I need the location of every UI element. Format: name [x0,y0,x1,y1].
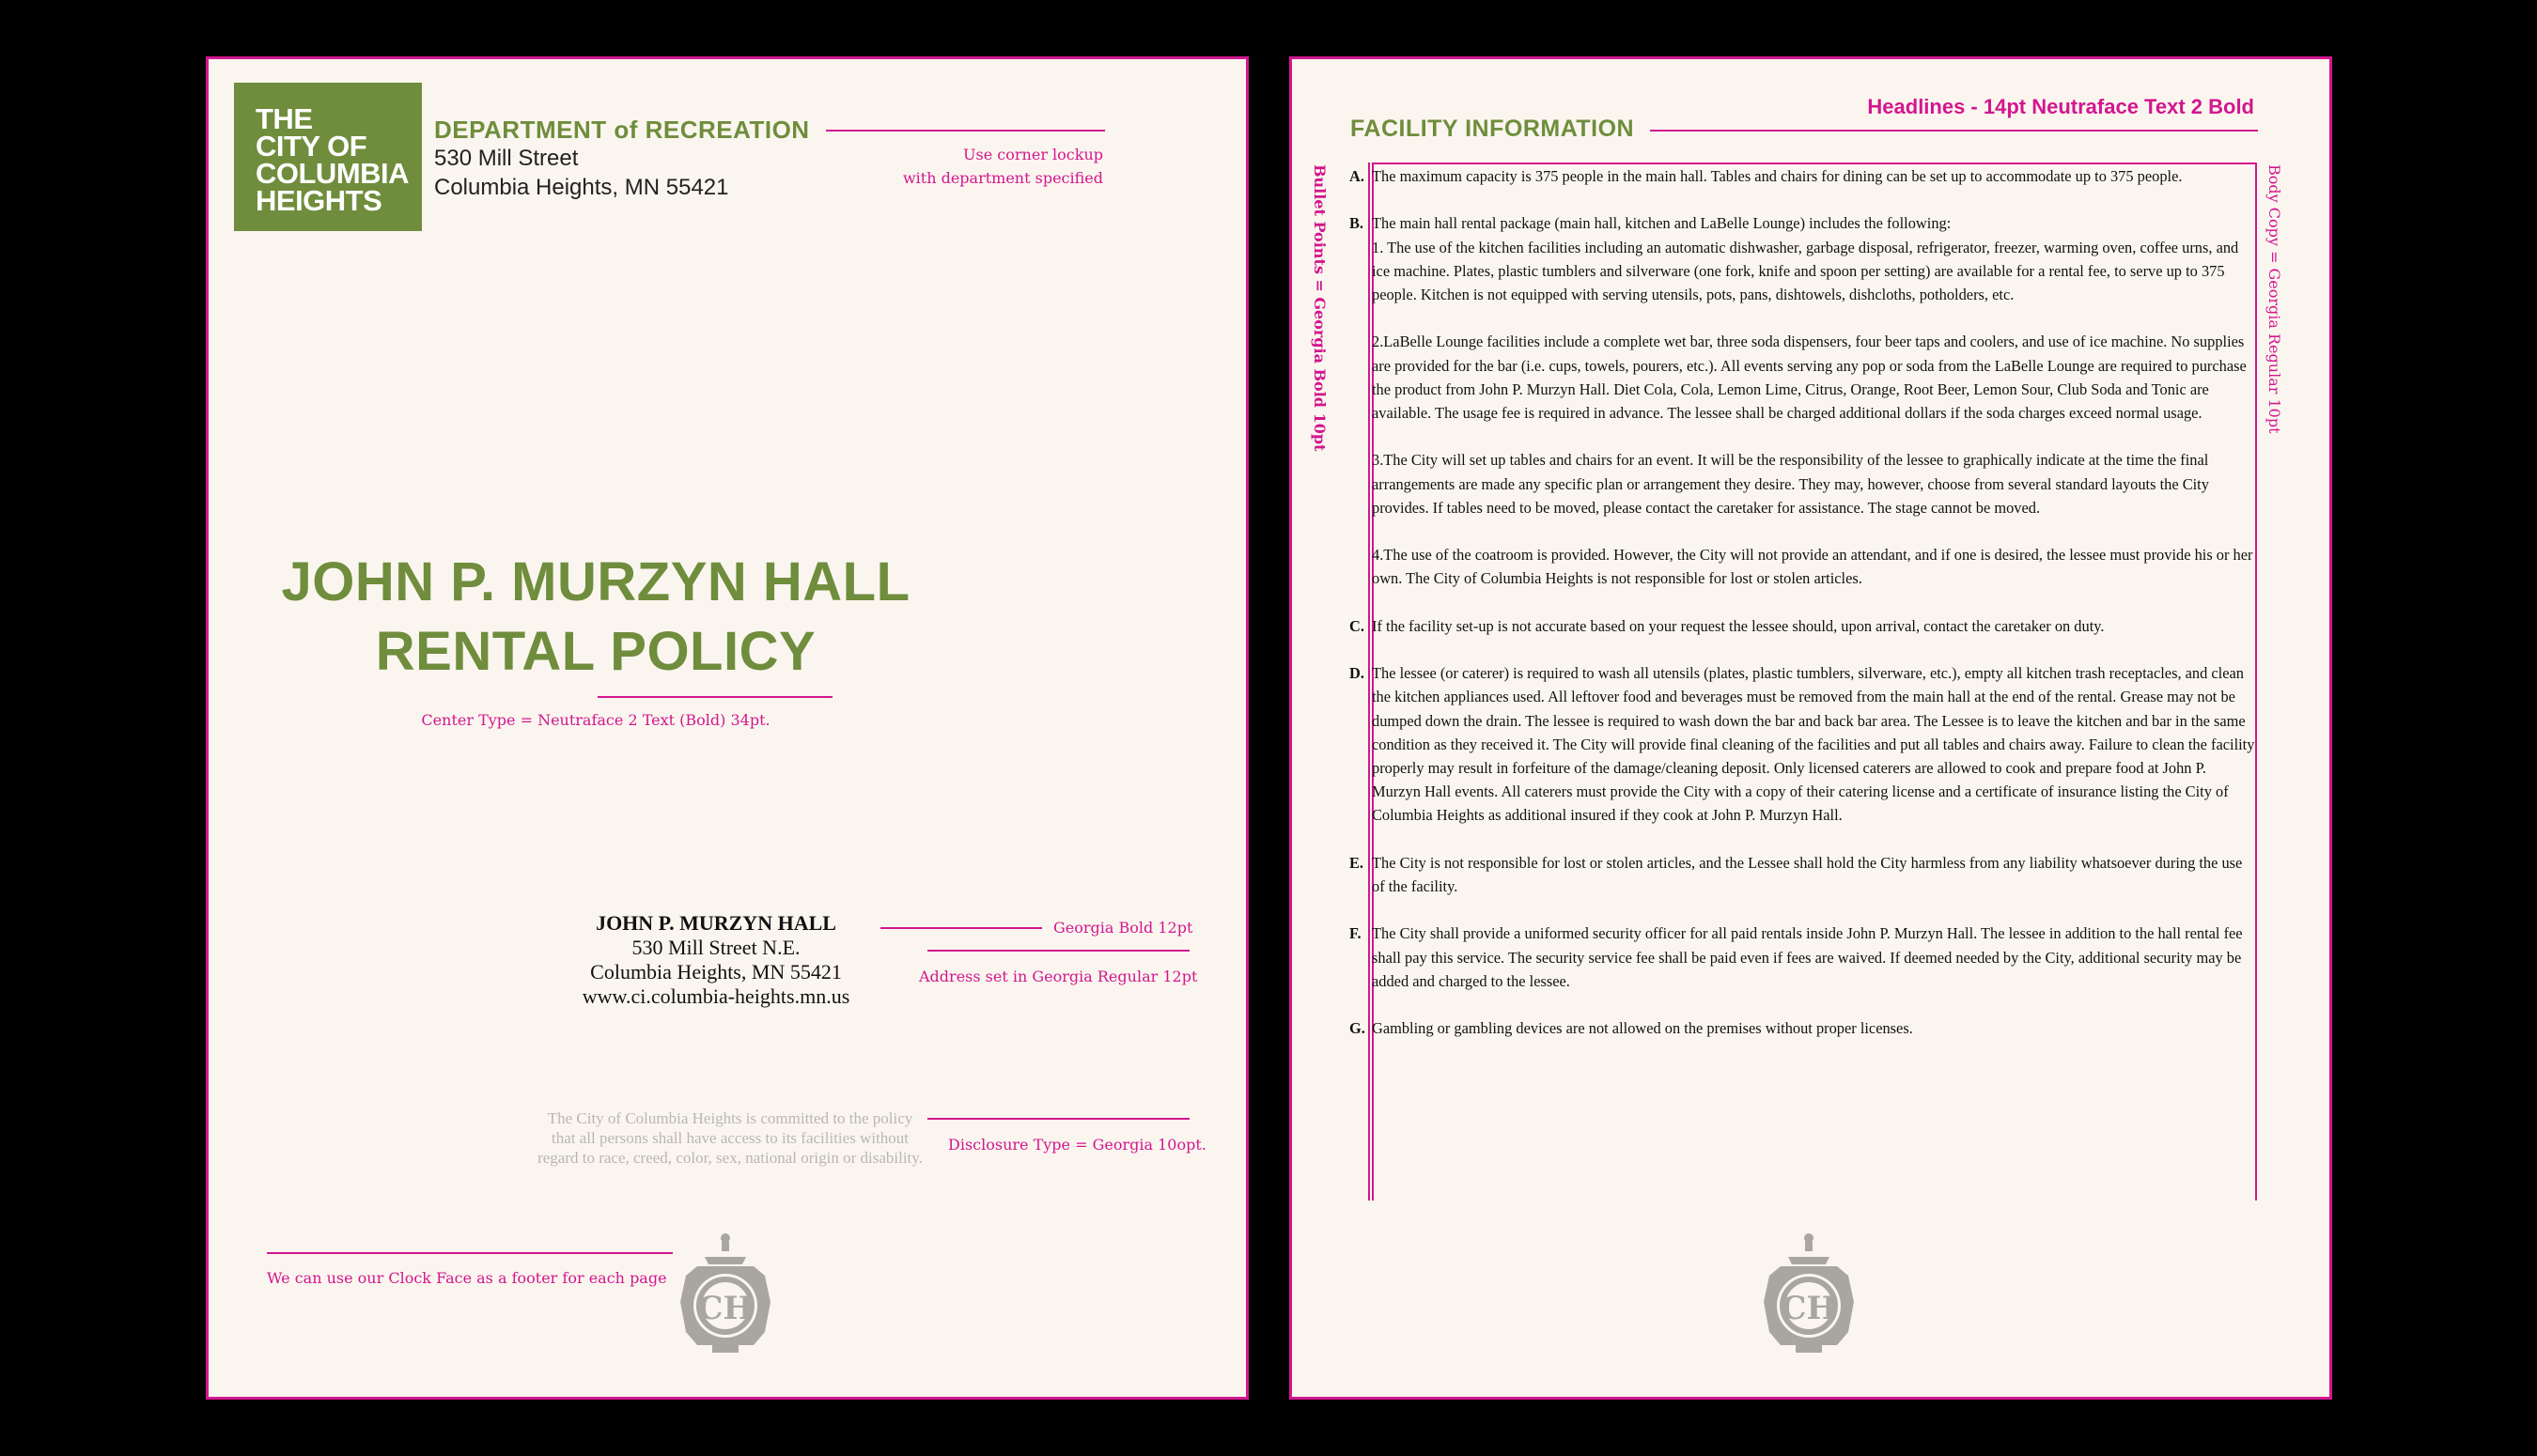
policy-item [1349,661,2257,827]
policy-item [1349,922,2257,993]
department-name: DEPARTMENT of RECREATION [434,116,810,144]
hall-street: 530 Mill Street N.E. [631,936,801,959]
policy-bullet: A. [1349,167,1364,185]
policy-text: The City is not responsible for lost or stolen articles, and the Lessee shall hold the City harmless from any liability whatsoever during the use of the facility. [1372,853,2243,895]
city-logo-text [256,102,410,217]
title-underline [598,696,833,698]
policy-bullet: B. [1349,214,1364,233]
clock-face-icon [677,1229,774,1360]
disclosure-text: The City of Columbia Heights is committed to the policy that all persons shall have access to its facilities without regard to race, creed, color, sex, national origin or disability. [537,1109,923,1167]
policy-bullet: E. [1349,853,1364,872]
logo-line: THE [256,102,313,135]
callout-line [1650,130,2258,132]
policy-text: If the facility set-up is not accurate based on your request the lessee should, upon arrival, contact the caretaker on duty. [1372,616,2105,635]
logo-line: COLUMBIA [256,157,410,190]
section-headline: FACILITY INFORMATION [1350,116,1635,142]
corner-note-line: with department specified [902,169,1103,187]
callout-line [267,1252,673,1254]
policy-bullet: D. [1349,664,1364,683]
title-type-note: Center Type = Neutraface 2 Text (Bold) 34pt. [421,711,770,729]
page-cover [206,56,1249,1400]
policy-subitem: 4.The use of the coatroom is provided. However, the City will not provide an attendant, and if one is desired, the lessee must provide his or her own. The City of Columbia Heights is not responsible for lost or stolen articles. [1372,546,2253,588]
department-city: Columbia Heights, MN 55421 [434,175,729,200]
callout-line [826,130,1105,132]
logo-line: HEIGHTS [256,184,382,217]
department-street: 530 Mill Street [434,146,579,171]
callout-line [927,950,1190,952]
corner-note-line: Use corner lockup [963,146,1103,163]
hall-name: JOHN P. MURZYN HALL [596,911,836,935]
policy-item [1349,614,2257,638]
logo-line: CITY OF [256,130,367,163]
policy-text: The City shall provide a uniformed security officer for all paid rentals inside John P. Murzyn Hall. The lessee in addition to the hall rental fee shall pay this service. The security service fee shall be paid even if fees are waived. If deemed needed by the City, additional security may be added and charged to the lessee. [1372,924,2243,990]
disclosure-type-note: Disclosure Type = Georgia 10opt. [948,1136,1206,1154]
page-facility-info [1289,56,2332,1400]
body-type-note: Body Copy = Georgia Regular 10pt [2265,164,2283,434]
department-address [434,144,729,202]
policy-item [1349,851,2257,898]
corner-lockup-note [903,143,1103,190]
policy-bullet: C. [1349,616,1364,635]
svg-text:CH: CH [697,1290,754,1327]
policy-item [1349,211,2257,590]
footer-note: We can use our Clock Face as a footer for each page [267,1269,667,1287]
hall-website: www.ci.columbia-heights.mn.us [582,984,850,1008]
policy-text: The lessee (or caterer) is required to wash all utensils (plates, plastic tumblers, silverware, etc.), empty all kitchen trash receptacles, and clean the kitchen appliances used. All leftover food and beverages must be removed from the main hall at the end of the rental. Grease may not be dumped down the drain. The lessee is required to wash down the bar and back bar area. The Lessee is to leave the kitchen and bar in the same condition as they received it. The City will provide final cleaning of the facilities and put all tables and chairs away. Failure to clean the facility properly may result in forfeiture of the damage/cleaning deposit. Only licensed caterers are allowed to cook and prepare food at John P. Murzyn Hall events. All caterers must provide the City with a copy of their catering license and a certificate of insurance listing the City of Columbia Heights as additional insured if they cook at John P. Murzyn Hall. [1372,664,2255,825]
policy-text: The maximum capacity is 375 people in the main hall. Tables and chairs for dining can be set up to accommodate up to 375 people. [1372,167,2183,185]
svg-text:CH: CH [1781,1290,1837,1327]
bullet-type-note: Bullet Points = Georgia Bold 10pt [1311,164,1329,452]
title-line: RENTAL POLICY [375,621,817,682]
policy-bullet: G. [1349,1019,1365,1038]
title-line: JOHN P. MURZYN HALL [281,551,911,612]
policy-list [1349,164,2257,1064]
policy-item [1349,1016,2257,1040]
city-logo [234,83,422,231]
policy-subitem: 2.LaBelle Lounge facilities include a complete wet bar, three soda dispensers, four beer taps and coolers, and use of ice machine. No supplies are provided for the bar (i.e. cups, towels, pourers, etc.). All events serving any pop or soda from the LaBelle Lounge are required to purchase the product from John P. Murzyn Hall. Diet Cola, Cola, Lemon Lime, Citrus, Orange, Root Beer, Lemon Sour, Club Soda and Tonic are available. The usage fee is required in advance. The lessee shall be charged additional dollars if the soda charges exceed normal usage. [1372,333,2247,422]
bold-type-note: Georgia Bold 12pt [1053,919,1193,937]
policy-text: The main hall rental package (main hall, kitchen and LaBelle Lounge) includes the following: [1372,214,1952,233]
policy-bullet: F. [1349,924,1362,943]
headline-type-note: Headlines - 14pt Neutraface Text 2 Bold [1867,95,2254,118]
regular-type-note: Address set in Georgia Regular 12pt [919,968,1198,985]
policy-subitem: 1. The use of the kitchen facilities including an automatic dishwasher, garbage disposal, refrigerator, freezer, warming oven, coffee urns, and ice machine. Plates, plastic tumblers and silverware (one fork, knife and spoon per setting) are available for a rental fee, to serve up to 375 people. Kitchen is not equipped with serving utensils, pots, pans, dishtowels, dishcloths, potholders, etc. [1372,238,2239,303]
clock-face-icon [1760,1229,1858,1360]
page-title [209,548,1246,687]
policy-subitem: 3.The City will set up tables and chairs for an event. It will be the responsibility of the lessee to graphically indicate at the time the final arrangements are made any specific plan or arrangement they desire. They may, however, choose from several standard layouts the City provides. If tables need to be moved, please contact the caretaker for assistance. The stage cannot be moved. [1372,451,2209,517]
callout-line [880,927,1042,929]
policy-item [1349,164,2257,188]
hall-city: Columbia Heights, MN 55421 [590,960,842,984]
policy-text: Gambling or gambling devices are not allowed on the premises without proper licenses. [1372,1019,1913,1038]
callout-line [927,1118,1190,1120]
hall-address-block [575,911,857,1009]
